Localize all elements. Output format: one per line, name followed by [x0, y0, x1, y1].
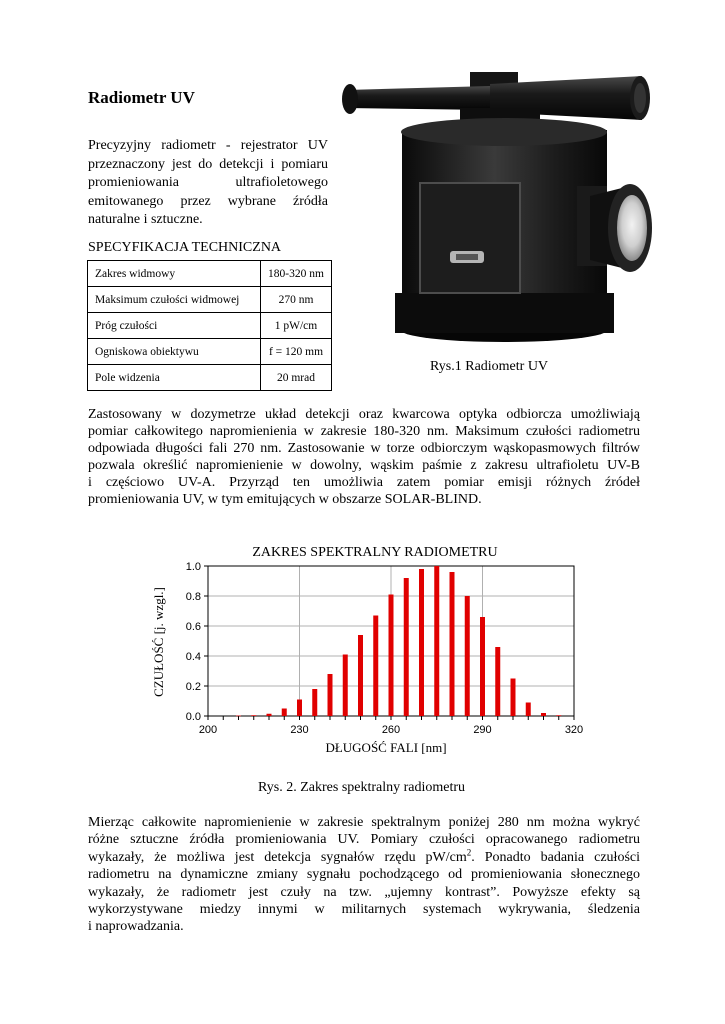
- spec-param: Zakres widmowy: [88, 261, 261, 287]
- paragraph-line: pozwala określić napromienienie w dowolny, wąskim paśmie z zakresu ultrafioletu UV-B: [88, 458, 640, 473]
- bar: [236, 716, 241, 717]
- x-tick-label: 290: [473, 724, 492, 736]
- bar: [419, 569, 424, 716]
- description-paragraph: [88, 406, 640, 508]
- chart-title: ZAKRES SPEKTRALNY RADIOMETRU: [252, 545, 498, 560]
- paragraph-line: radiometru na dynamiczne zmiany sygnału pochodzącego od promieniowania słonecznego: [88, 867, 640, 883]
- intro-line: przeznaczony jest do detekcji i pomiaru: [88, 156, 328, 172]
- y-tick-label: 0.4: [185, 651, 201, 663]
- scope-left: [346, 86, 490, 110]
- x-tick-label: 200: [198, 724, 218, 736]
- paragraph-line: wykazały, że radiometr jest czuły na tzw. „ujemny kontrast”. Powyższe efekty są: [88, 884, 640, 900]
- spec-param: Próg czułości: [88, 313, 261, 339]
- bar: [495, 647, 500, 716]
- intro-line: naturalne i sztuczne.: [88, 212, 203, 227]
- page-title: Radiometr UV: [88, 88, 195, 107]
- superscript: 2: [466, 847, 472, 858]
- spec-param: Ogniskowa obiektywu: [88, 339, 261, 365]
- spec-row: [88, 313, 332, 339]
- bar: [282, 709, 287, 717]
- front-panel: [420, 183, 520, 293]
- chart-bars: [236, 566, 561, 716]
- paragraph-line: Mierząc całkowite napromienienie w zakresie spektralnym poniżej 280 nm można wykryć: [88, 815, 640, 830]
- bar: [404, 578, 409, 716]
- figure-2-caption: Rys. 2. Zakres spektralny radiometru: [258, 780, 466, 795]
- paragraph-line: [88, 849, 640, 866]
- bar: [526, 703, 531, 717]
- spec-value: 20 mrad: [261, 365, 332, 391]
- spec-row: [88, 365, 332, 391]
- bar: [465, 596, 470, 716]
- spec-row: [88, 339, 332, 365]
- bar: [251, 715, 256, 716]
- intro-line: promieniowania ultrafioletowego: [88, 175, 328, 190]
- x-tick-label: 320: [564, 724, 584, 736]
- bar: [312, 689, 317, 716]
- paragraph-line: promieniowania UV, w tym emitujących w obszarze SOLAR-BLIND.: [88, 492, 482, 507]
- bar: [556, 715, 561, 716]
- scope-eyepiece: [342, 84, 358, 114]
- conclusion-paragraph: [88, 814, 640, 936]
- paragraph-line: Zastosowany w dozymetrze układ detekcji oraz kwarcowa optyka odbiorcza umożliwiają: [88, 407, 640, 422]
- spec-row: [88, 287, 332, 313]
- bar: [450, 572, 455, 716]
- intro-paragraph: [88, 137, 328, 230]
- x-axis-label: DŁUGOŚĆ FALI [nm]: [325, 740, 447, 755]
- spec-param: Maksimum czułości widmowej: [88, 287, 261, 313]
- y-tick-label: 0.6: [185, 621, 201, 633]
- intro-line: Precyzyjny radiometr - rejestrator UV: [88, 138, 328, 153]
- y-tick-labels: [186, 561, 201, 723]
- x-tick-label: 230: [290, 724, 309, 736]
- spec-param: Pole widzenia: [88, 365, 261, 391]
- bar: [267, 714, 272, 716]
- bar: [297, 700, 302, 717]
- bar: [434, 566, 439, 716]
- bar: [373, 616, 378, 717]
- spec-value: 180-320 nm: [261, 261, 332, 287]
- figure-1-caption: Rys.1 Radiometr UV: [430, 359, 549, 374]
- spec-heading: SPECYFIKACJA TECHNICZNA: [88, 240, 282, 255]
- bar: [389, 595, 394, 717]
- x-tick-label: 260: [381, 724, 401, 736]
- paragraph-line: wykorzystywane miedzy innymi w militarnych systemach wykrywania, śledzenia: [88, 902, 640, 918]
- y-tick-label: 0.0: [185, 711, 201, 723]
- y-tick-label: 0.8: [185, 591, 201, 603]
- bar: [343, 655, 348, 717]
- paragraph-line: i częściowo UV-A. Przyrząd ten umożliwia zatem pomiar emisji różnych źródeł: [88, 475, 640, 490]
- x-tick-labels: [199, 724, 583, 736]
- paragraph-line: i naprowadzania.: [88, 919, 184, 935]
- intro-line: emitowanego przez wybrane źródła: [88, 193, 328, 209]
- bar: [541, 713, 546, 716]
- spec-row: [88, 261, 332, 287]
- line-text: . Ponadto badania czułości: [471, 849, 640, 865]
- paragraph-line: różne sztuczne źródła promieniowania UV. Pomiary czułości opracowanego radiometru: [88, 832, 640, 848]
- spec-table: [87, 260, 332, 391]
- y-tick-label: 1.0: [185, 561, 201, 573]
- y-tick-label: 0.2: [185, 681, 201, 693]
- bar: [480, 617, 485, 716]
- bar: [358, 635, 363, 716]
- lens-glass: [617, 195, 647, 261]
- spec-value: 1 pW/cm: [261, 313, 332, 339]
- spectral-chart: [130, 538, 610, 758]
- bar: [328, 674, 333, 716]
- y-axis-label: CZUŁOŚĆ [j. wzgl.]: [151, 587, 166, 697]
- paragraph-line: odpowiada długości fali 270 nm. Zastosowanie w torze odbiorczym wąskopasmowych filtrów: [88, 441, 640, 456]
- bar: [511, 679, 516, 717]
- spec-value: 270 nm: [261, 287, 332, 313]
- radiometer-photo: [340, 68, 660, 358]
- line-text: wykazały, że możliwa jest detekcja sygnałów rzędu pW/cm: [88, 849, 467, 865]
- paragraph-line: pomiar całkowitego napromienienia w zakresie 180-320 nm. Maksimum czułości radiometru: [88, 424, 640, 439]
- spec-value: f = 120 mm: [261, 339, 332, 365]
